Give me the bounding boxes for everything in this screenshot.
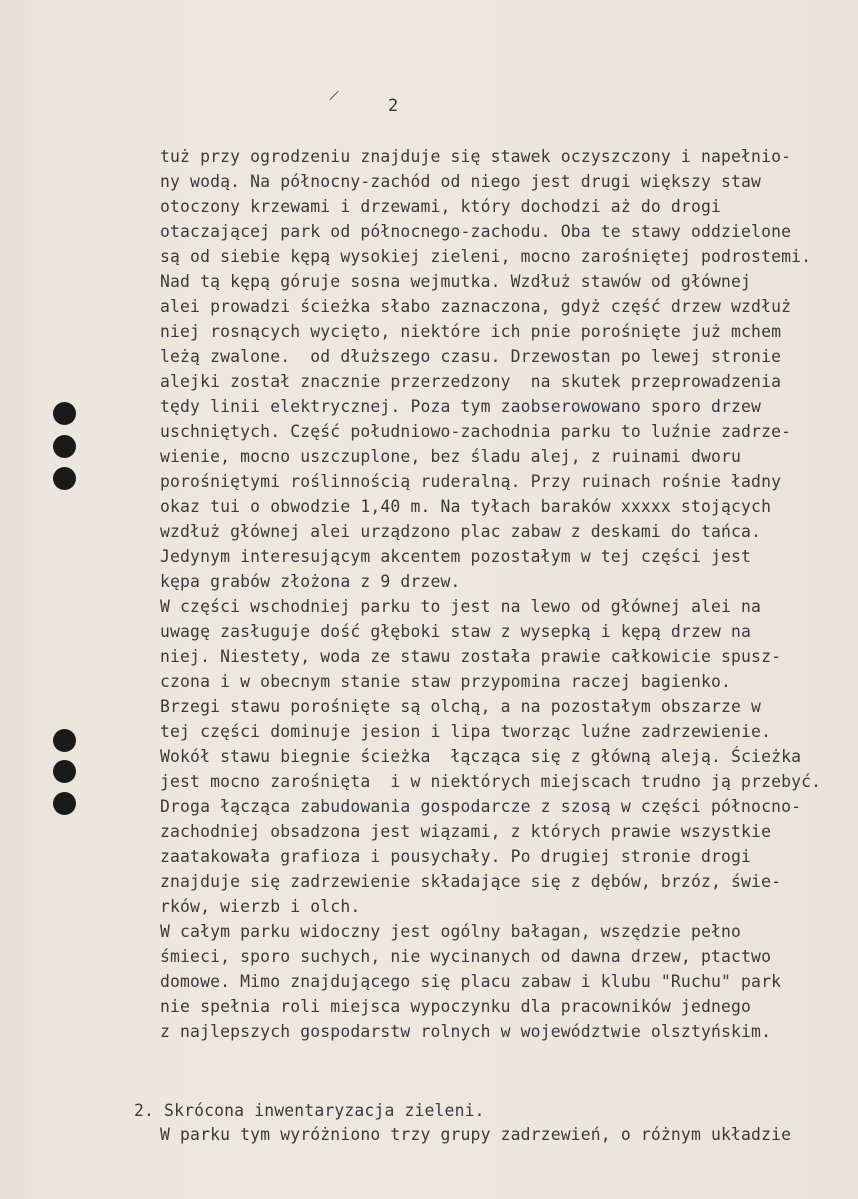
text-line: tuż przy ogrodzeniu znajduje się stawek oczyszczony i napełnio-	[160, 147, 792, 166]
section-heading: 2. Skrócona inwentaryzacja zieleni.	[134, 1101, 485, 1120]
pencil-mark	[329, 91, 338, 100]
section-text-line: W parku tym wyróżniono trzy grupy zadrzewień, o różnym układzie	[160, 1125, 792, 1144]
text-line: domowe. Mimo znajdującego się placu zabaw i klubu "Ruchu" park	[160, 972, 782, 991]
text-line: Wokół stawu biegnie ścieżka łącząca się z główną aleją. Ścieżka	[160, 747, 802, 766]
text-line: alejki został znacznie przerzedzony na skutek przeprowadzenia	[160, 372, 782, 391]
text-line: jest mocno zarośnięta i w niektórych miejscach trudno ją przebyć.	[160, 772, 822, 791]
text-line: Brzegi stawu porośnięte są olchą, a na pozostałym obszarze w	[160, 697, 762, 716]
binder-hole	[53, 760, 76, 783]
text-line: tej części dominuje jesion i lipa tworząc luźne zadrzewienie.	[160, 722, 772, 741]
text-line: zachodniej obsadzona jest wiązami, z których prawie wszystkie	[160, 822, 772, 841]
binder-hole	[53, 435, 76, 458]
text-line: uwagę zasługuje dość głęboki staw z wysepką i kępą drzew na	[160, 622, 752, 641]
page-number: 2	[388, 96, 400, 116]
text-line: otoczony krzewami i drzewami, który dochodzi aż do drogi	[160, 197, 722, 216]
text-line: niej. Niestety, woda ze stawu została prawie całkowicie spusz-	[160, 647, 782, 666]
text-line: nie spełnia roli miejsca wypoczynku dla pracowników jednego	[160, 997, 752, 1016]
text-line: W całym parku widoczny jest ogólny bałagan, wszędzie pełno	[160, 922, 742, 941]
text-line: czona i w obecnym stanie staw przypomina raczej bagienko.	[160, 672, 732, 691]
text-line: rków, wierzb i olch.	[160, 897, 361, 916]
text-line: alei prowadzi ścieżka słabo zaznaczona, gdyż część drzew wzdłuż	[160, 297, 792, 316]
text-line: wzdłuż głównej alei urządzono plac zabaw z deskami do tańca.	[160, 522, 762, 541]
text-line: kępa grabów złożona z 9 drzew.	[160, 572, 461, 591]
text-line: są od siebie kępą wysokiej zieleni, mocno zarośniętej podrostemi.	[160, 247, 812, 266]
text-line: okaz tui o obwodzie 1,40 m. Na tyłach baraków xxxxx stojących	[160, 497, 772, 516]
text-line: otaczającej park od północnego-zachodu. Oba te stawy oddzielone	[160, 222, 792, 241]
text-line: z najlepszych gospodarstw rolnych w województwie olsztyńskim.	[160, 1022, 772, 1041]
text-line: wienie, mocno uszczuplone, bez śladu alej, z ruinami dworu	[160, 447, 742, 466]
text-line: tędy linii elektrycznej. Poza tym zaobserowowano sporo drzew	[160, 397, 762, 416]
binder-hole	[53, 729, 76, 752]
text-line: ny wodą. Na północny-zachód od niego jest drugi większy staw	[160, 172, 762, 191]
text-line: śmieci, sporo suchych, nie wycinanych od dawna drzew, ptactwo	[160, 947, 772, 966]
text-line: niej rosnących wycięto, niektóre ich pnie porośnięte już mchem	[160, 322, 782, 341]
body-text	[160, 143, 850, 1063]
text-line: Jedynym interesującym akcentem pozostałym w tej części jest	[160, 547, 752, 566]
text-line: leżą zwalone. od dłuższego czasu. Drzewostan po lewej stronie	[160, 347, 782, 366]
binder-hole	[53, 467, 76, 490]
text-line: W części wschodniej parku to jest na lewo od głównej alei na	[160, 597, 762, 616]
text-line: porośniętymi roślinnością ruderalną. Przy ruinach rośnie ładny	[160, 472, 782, 491]
binder-hole	[53, 792, 76, 815]
text-line: uschniętych. Część południowo-zachodnia parku to luźnie zadrze-	[160, 422, 792, 441]
binder-hole	[53, 402, 76, 425]
text-line: Droga łącząca zabudowania gospodarcze z szosą w części północno-	[160, 797, 802, 816]
text-line: znajduje się zadrzewienie składające się z dębów, brzóz, świe-	[160, 872, 782, 891]
text-line: zaatakowała grafioza i pousychały. Po drugiej stronie drogi	[160, 847, 752, 866]
text-line: Nad tą kępą góruje sosna wejmutka. Wzdłuż stawów od głównej	[160, 272, 752, 291]
